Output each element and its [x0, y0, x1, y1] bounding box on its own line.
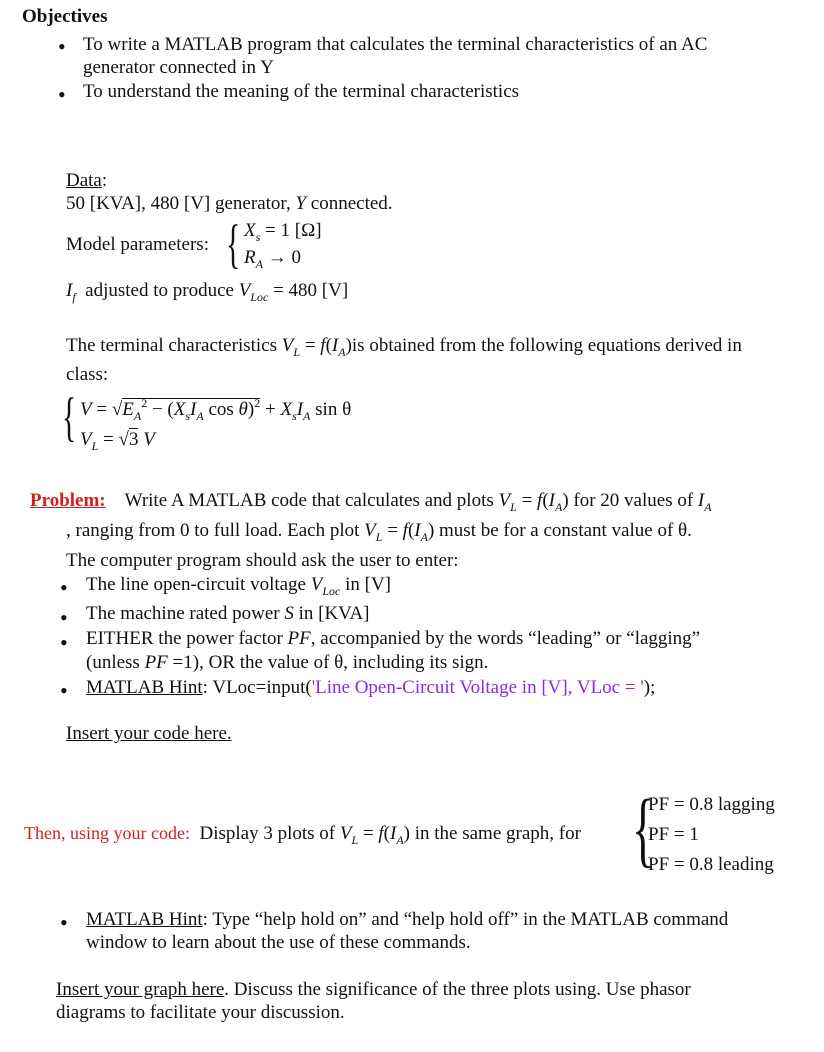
brace-icon: { [62, 387, 77, 447]
bullet-icon: • [60, 678, 68, 703]
problem-line-2: , ranging from 0 to full load. Each plot $V_L = f(I_A)$ must be for a constant value of θ. [66, 520, 692, 544]
problem-bullet-3-cont: (unless PF =1), OR the value of θ, including its sign. [86, 652, 489, 673]
pf-leading: PF = 0.8 leading [648, 854, 774, 875]
problem-bullet-1: The line open-circuit voltage $V_{Loc}$ in [V] [86, 574, 392, 598]
matlab-hint-1: MATLAB Hint: VLoc=input('Line Open-Circuit Voltage in [V], VLoc = '); [86, 677, 656, 698]
terminal-line-1: The terminal characteristics $V_L = f(I_A)is$ obtained from the following equations derived in [66, 335, 742, 359]
brace-icon: { [226, 214, 241, 274]
brace-icon: { [632, 783, 655, 876]
data-label: Data: [66, 170, 108, 191]
if-adjust-line: $I_f$ adjusted to produce $V_{Loc} = 480$ [V] [66, 280, 349, 304]
bullet-icon: • [58, 82, 66, 107]
insert-graph-line: Insert your graph here. Discuss the significance of the three plots using. Use phasor [56, 979, 691, 1000]
pf-unity: PF = 1 [648, 824, 699, 845]
objective-item-1-cont: generator connected in Y [83, 57, 274, 78]
bullet-icon: • [60, 575, 68, 600]
data-line-1: 50 [KVA], 480 [V] generator, Y connected. [66, 193, 393, 214]
problem-line-1: Problem: Write A MATLAB code that calculates and plots $V_L = f(I_A)$ for 20 values of $I_A$ [30, 490, 712, 514]
objectives-heading: Objectives [22, 6, 108, 27]
xs-parameter: $X_s = 1$ [Ω] [244, 220, 322, 244]
problem-bullet-2: The machine rated power S in [KVA] [86, 603, 370, 624]
insert-graph-link[interactable]: Insert your graph here [56, 979, 225, 1000]
insert-code-link[interactable]: Insert your code here. [66, 723, 232, 744]
problem-bullet-3: EITHER the power factor PF, accompanied by the words “leading” or “lagging” [86, 628, 701, 649]
insert-graph-line-2: diagrams to facilitate your discussion. [56, 1002, 345, 1023]
pf-lagging: PF = 0.8 lagging [648, 794, 775, 815]
matlab-hint-2: MATLAB Hint: Type “help hold on” and “help hold off” in the MATLAB command [86, 909, 729, 930]
matlab-hint-2-cont: window to learn about the use of these commands. [86, 932, 471, 953]
terminal-line-2: class: [66, 364, 109, 385]
objective-item-1: To write a MATLAB program that calculates the terminal characteristics of an AC [83, 34, 708, 55]
problem-line-3: The computer program should ask the user to enter: [66, 550, 459, 571]
model-parameters-label: Model parameters: [66, 234, 209, 255]
bullet-icon: • [58, 34, 66, 59]
ra-parameter: $R_A \to 0$ [244, 247, 301, 271]
equation-1: $V = √E_A^2 - (X_sI_A$ $\cos \theta)^2 + X_sI_A$ sin θ [80, 396, 352, 423]
then-line: Then, using your code: Display 3 plots of $V_L = f(I_A)$ in the same graph, for [24, 823, 581, 847]
bullet-icon: • [60, 630, 68, 655]
bullet-icon: • [60, 910, 68, 935]
objective-item-2: To understand the meaning of the terminal characteristics [83, 81, 520, 102]
bullet-icon: • [60, 605, 68, 630]
equation-2: $V_L = √3$ V [80, 429, 155, 453]
